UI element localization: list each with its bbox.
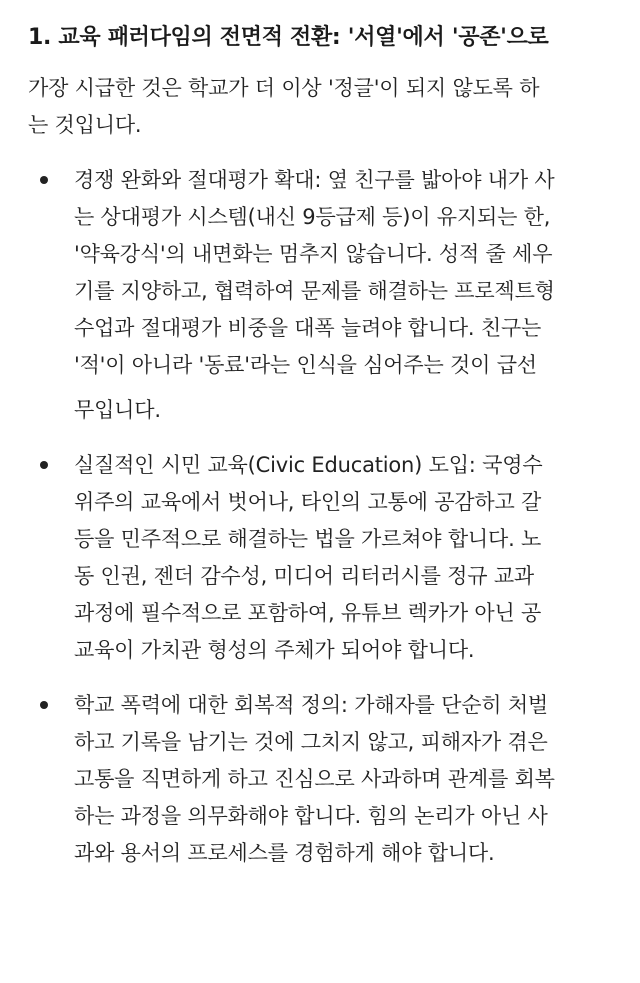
bullet-line: 위주의 교육에서 벗어나, 타인의 고통에 공감하고 갈 (74, 490, 542, 514)
bullet-line: 경쟁 완화와 절대평가 확대: 옆 친구를 밟아야 내가 사 (74, 168, 555, 192)
section-heading: 1. 교육 패러다임의 전면적 전환: '서열'에서 '공존'으로 (28, 25, 549, 50)
bullet-line: 고통을 직면하게 하고 진심으로 사과하며 관계를 회복 (74, 767, 555, 791)
bullet-dot-icon (40, 461, 48, 469)
bullet-line: 무입니다. (74, 398, 161, 422)
bullet-line: 동 인권, 젠더 감수성, 미디어 리터러시를 정규 교과 (74, 564, 534, 588)
bullet-line: 과정에 필수적으로 포함하여, 유튜브 렉카가 아닌 공 (74, 601, 542, 625)
bullet-line: 과와 용서의 프로세스를 경험하게 해야 합니다. (74, 841, 495, 865)
bullet-list (28, 162, 612, 872)
bullet-line: 수업과 절대평가 비중을 대폭 늘려야 합니다. 친구는 (74, 316, 542, 340)
bullet-dot-icon (40, 701, 48, 709)
bullet-line: 실질적인 시민 교육(Civic Education) 도입: 국영수 (74, 453, 543, 477)
bullet-line: 는 상대평가 시스템(내신 9등급제 등)이 유지되는 한, (74, 205, 551, 229)
intro-line: 는 것입니다. (28, 113, 142, 137)
bullet-line: 하는 과정을 의무화해야 합니다. 힘의 논리가 아닌 사 (74, 804, 548, 828)
intro-paragraph (28, 70, 612, 144)
bullet-dot-icon (40, 176, 48, 184)
bullet-line: 등을 민주적으로 해결하는 법을 가르쳐야 합니다. 노 (74, 527, 542, 551)
bullet-line: 학교 폭력에 대한 회복적 정의: 가해자를 단순히 처벌 (74, 693, 549, 717)
bullet-line: '적'이 아니라 '동료'라는 인식을 심어주는 것이 급선 (74, 353, 537, 377)
bullet-item-grading (28, 162, 612, 429)
bullet-item-restorative-justice (28, 687, 612, 872)
bullet-line: 기를 지양하고, 협력하여 문제를 해결하는 프로젝트형 (74, 279, 555, 303)
bullet-line: 하고 기록을 남기는 것에 그치지 않고, 피해자가 겪은 (74, 730, 548, 754)
bullet-item-civic-education (28, 447, 612, 669)
bullet-line: 교육이 가치관 형성의 주체가 되어야 합니다. (74, 638, 475, 662)
intro-line: 가장 시급한 것은 학교가 더 이상 '정글'이 되지 않도록 하 (28, 76, 540, 100)
bullet-line: '약육강식'의 내면화는 멈추지 않습니다. 성적 줄 세우 (74, 242, 553, 266)
